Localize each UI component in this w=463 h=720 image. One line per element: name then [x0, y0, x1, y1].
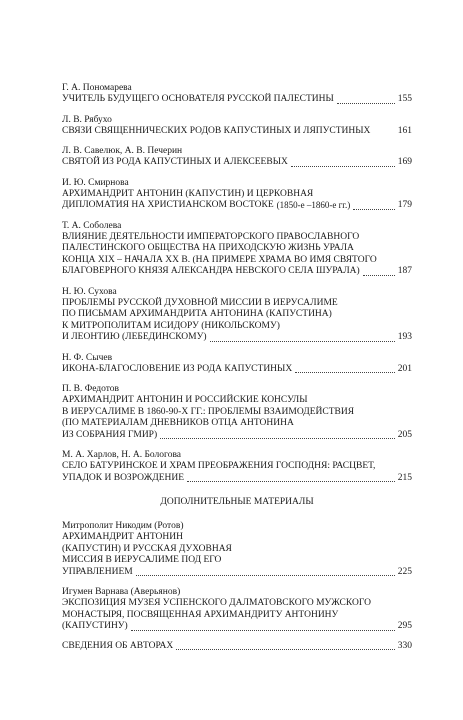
entry-title-line	[62, 298, 412, 310]
toc-main-list	[62, 82, 412, 484]
entry-title-text: (КАПУСТИНУ)	[62, 621, 128, 631]
dot-leader	[136, 574, 395, 576]
page-number: 161	[397, 125, 412, 136]
entry-title-text: ВЛИЯНИЕ ДЕЯТЕЛЬНОСТИ ИМПЕРАТОРСКОГО ПРАВОСЛАВНОГО	[62, 231, 360, 242]
toc-entry	[62, 383, 412, 441]
entry-title-text: СВЯЗИ СВЯЩЕННИЧЕСКИХ РОДОВ КАПУСТИНЫХ И ЛЯПУСТИНЫХ	[62, 125, 371, 136]
entry-title-line	[62, 473, 412, 485]
entry-title-line	[62, 189, 412, 201]
page-number: 201	[397, 363, 412, 374]
entry-title-text: ПРОБЛЕМЫ РУССКОЙ ДУХОВНОЙ МИССИИ В ИЕРУСАЛИМЕ	[62, 297, 338, 308]
page-number: 295	[397, 621, 412, 631]
dot-leader	[176, 648, 394, 650]
dot-leader	[160, 437, 395, 439]
entry-title-text: МИССИЯ В ИЕРУСАЛИМЕ ПОД ЕГО	[62, 555, 222, 565]
entry-title-line	[62, 395, 412, 407]
page-number: 187	[397, 266, 412, 276]
dot-leader	[291, 165, 395, 167]
entry-title-text: УПАДОК И ВОЗРОЖДЕНИЕ	[62, 472, 185, 483]
entry-title-line	[62, 544, 412, 556]
entry-title-text: МОНАСТЫРЯ, ПОСВЯЩЕННАЯ АРХИМАНДРИТУ АНТОНИНУ	[62, 609, 339, 620]
entry-title-text: УЧИТЕЛЬ БУДУЩЕГО ОСНОВАТЕЛЯ РУССКОЙ ПАЛЕСТИНЫ	[62, 94, 334, 104]
entry-title-line	[62, 255, 412, 267]
entry-title-text: (КАПУСТИН) И РУССКАЯ ДУХОВНАЯ	[62, 543, 232, 554]
entry-author: Н. Ф. Сычев	[62, 352, 113, 363]
dot-leader	[363, 274, 395, 276]
entry-title-line	[62, 309, 412, 321]
entry-title-text: И ЛЕОНТИЮ (ЛЕБЕДИНСКОМУ)	[62, 332, 207, 342]
dot-leader	[210, 340, 395, 342]
entry-title-text: (ПО МАТЕРИАЛАМ ДНЕВНИКОВ ОТЦА АНТОНИНА	[62, 418, 294, 428]
entry-title-text: ПАЛЕСТИНСКОГО ОБЩЕСТВА НА ПРИХОДСКУЮ ЖИЗНЬ УРАЛА	[62, 243, 354, 253]
page-number: 193	[397, 332, 412, 342]
page-number: 215	[397, 472, 412, 483]
page-number: 179	[397, 200, 412, 210]
entry-title-text: СЕЛО БАТУРИНСКОЕ И ХРАМ ПРЕОБРАЖЕНИЯ ГОСПОДНЯ: РАСЦВЕТ,	[62, 461, 376, 471]
toc-entry	[62, 449, 412, 484]
entry-title-text: ПО ПИСЬМАМ АРХИМАНДРИТА АНТОНИНА (КАПУСТИНА)	[62, 309, 332, 319]
entry-author: Игумен Варнава (Аверьянов)	[62, 587, 181, 597]
entry-title-dates: (1850-е –1860-е гг.)	[276, 200, 351, 210]
dot-leader	[353, 208, 395, 210]
entry-title-line	[62, 126, 412, 138]
dot-leader	[131, 629, 395, 631]
entry-title-line	[62, 157, 412, 169]
table-of-contents	[62, 82, 412, 660]
entry-author: М. А. Харлов, Н. А. Бологова	[62, 450, 182, 460]
entry-title-text: К МИТРОПОЛИТАМ ИСИДОРУ (НИКОЛЬСКОМУ)	[62, 320, 280, 331]
entry-title-line	[62, 407, 412, 419]
entry-title-line	[62, 567, 412, 579]
entry-author: Г. А. Пономарева	[62, 83, 132, 93]
toc-entry	[62, 82, 412, 106]
entry-author: Л. В. Рябухо	[62, 114, 112, 125]
entry-author: П. В. Федотов	[62, 384, 120, 394]
entry-title-text: ЭКСПОЗИЦИЯ МУЗЕЯ УСПЕНСКОГО ДАЛМАТОВСКОГО МУЖСКОГО	[62, 598, 371, 608]
toc-entry	[62, 145, 412, 169]
entry-title-line	[62, 641, 412, 653]
entry-title-text: ДИПЛОМАТИЯ НА ХРИСТИАНСКОМ ВОСТОКЕ	[62, 200, 274, 210]
entry-title-line	[62, 200, 412, 212]
entry-author: И. Ю. Смирнова	[62, 177, 129, 188]
page-number: 205	[397, 429, 412, 440]
entry-title-text: АРХИМАНДРИТ АНТОНИН И РОССИЙСКИЕ КОНСУЛЫ	[62, 395, 308, 405]
page-number: 169	[397, 157, 412, 167]
entry-title-line	[62, 266, 412, 278]
entry-title-line	[62, 430, 412, 442]
entry-title-line	[62, 621, 412, 633]
section-heading: ДОПОЛНИТЕЛЬНЫЕ МАТЕРИАЛЫ	[160, 497, 314, 507]
dot-leader	[295, 371, 395, 373]
entry-title-line	[62, 598, 412, 610]
toc-entry	[62, 641, 412, 653]
entry-title-text: В ИЕРУСАЛИМЕ В 1860-90-Х ГГ.: ПРОБЛЕМЫ ВЗАИМОДЕЙСТВИЯ	[62, 406, 355, 417]
toc-entry	[62, 520, 412, 578]
entry-title-text: УПРАВЛЕНИЕМ	[62, 566, 133, 577]
entry-title-line	[62, 532, 412, 544]
entry-title-text: КОНЦА XIX – НАЧАЛА XX В. (НА ПРИМЕРЕ ХРАМА ВО ИМЯ СВЯТОГО	[62, 254, 377, 265]
page-number: 155	[397, 94, 412, 104]
toc-entry	[62, 177, 412, 212]
toc-additional-list	[62, 520, 412, 652]
entry-title-line	[62, 555, 412, 567]
entry-title-line	[62, 332, 412, 344]
entry-author: Т. А. Соболева	[62, 220, 122, 231]
entry-title-text: АРХИМАНДРИТ АНТОНИН (КАПУСТИН) И ЦЕРКОВНАЯ	[62, 188, 314, 199]
page-number: 330	[397, 640, 412, 651]
toc-entry	[62, 286, 412, 344]
entry-title-text: ИЗ СОБРАНИЯ ГМИР)	[62, 429, 158, 440]
entry-title-text: АРХИМАНДРИТ АНТОНИН	[62, 532, 184, 542]
toc-entry	[62, 114, 412, 138]
entry-title-line	[62, 321, 412, 333]
entry-title-line	[62, 243, 412, 255]
entry-title-line	[62, 610, 412, 622]
entry-title-line	[62, 418, 412, 430]
toc-entry	[62, 220, 412, 278]
entry-title-text: ИКОНА-БЛАГОСЛОВЕНИЕ ИЗ РОДА КАПУСТИНЫХ	[62, 363, 293, 374]
entry-title-line	[62, 461, 412, 473]
entry-title-line	[62, 364, 412, 376]
entry-author: Митрополит Никодим (Ротов)	[62, 521, 184, 531]
entry-title-line	[62, 232, 412, 244]
page-number: 225	[397, 566, 412, 577]
entry-author: Л. В. Савелюк, А. В. Печерин	[62, 146, 183, 156]
entry-title-text: СВЯТОЙ ИЗ РОДА КАПУСТИНЫХ И АЛЕКСЕЕВЫХ	[62, 157, 288, 167]
toc-entry	[62, 586, 412, 633]
entry-title-line	[62, 94, 412, 106]
entry-title-text: СВЕДЕНИЯ ОБ АВТОРАХ	[62, 640, 174, 651]
entry-title-text: БЛАГОВЕРНОГО КНЯЗЯ АЛЕКСАНДРА НЕВСКОГО СЕЛА ШУРАЛА)	[62, 266, 360, 276]
toc-entry	[62, 352, 412, 376]
dot-leader	[337, 102, 395, 104]
entry-author: Н. Ю. Сухова	[62, 286, 117, 297]
dot-leader	[187, 480, 395, 482]
